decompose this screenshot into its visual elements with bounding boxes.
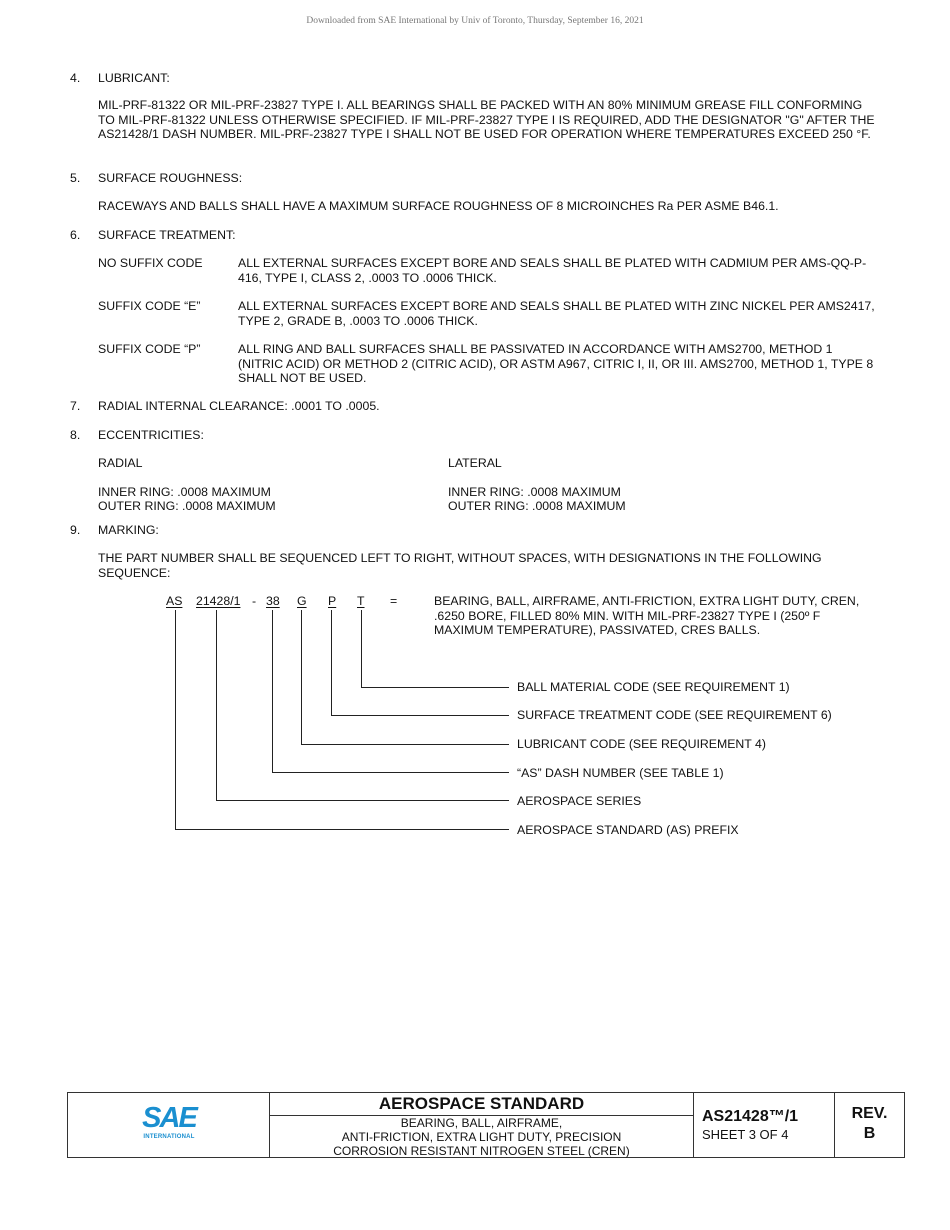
leader-lubricant xyxy=(302,610,510,745)
leader-ball-material xyxy=(362,610,510,688)
section-4-number: 4. xyxy=(70,71,81,85)
sheet-number: SHEET 3 OF 4 xyxy=(702,1127,789,1142)
revision-cell xyxy=(835,1093,904,1157)
subtitle-line-1: BEARING, BALL, AIRFRAME, xyxy=(400,1116,563,1130)
label-series: AEROSPACE SERIES xyxy=(517,794,642,808)
section-9-title: MARKING: xyxy=(98,523,159,537)
pn-dash-token: - xyxy=(252,594,257,608)
lateral-outer: OUTER RING: .0008 MAXIMUM xyxy=(448,499,626,513)
download-note: Downloaded from SAE International by Univ of Toronto, Thursday, September 16, 2021 xyxy=(306,16,644,26)
radial-outer: OUTER RING: .0008 MAXIMUM xyxy=(98,499,276,513)
section-8-title: ECCENTRICITIES: xyxy=(98,428,204,442)
surface-code-p: SUFFIX CODE “P” xyxy=(98,342,201,356)
sae-logo-text: SAE xyxy=(142,1102,196,1134)
sae-logo-subtext: INTERNATIONAL xyxy=(143,1134,195,1140)
surface-code-e: SUFFIX CODE “E” xyxy=(98,299,201,313)
leader-dash-number xyxy=(273,610,510,773)
surface-code-none-text: ALL EXTERNAL SURFACES EXCEPT BORE AND SEALS SHALL BE PLATED WITH CADMIUM PER AMS-QQ-P-416, TYPE I, CLASS 2, .0003 TO .0006 THICK. xyxy=(238,256,867,285)
title-block xyxy=(67,1092,905,1158)
section-6-number: 6. xyxy=(70,228,81,242)
pn-ball-material-token: T xyxy=(357,594,365,608)
subtitle-line-2: ANTI-FRICTION, EXTRA LIGHT DUTY, PRECISION xyxy=(341,1130,622,1145)
label-ball-material: BALL MATERIAL CODE (SEE REQUIREMENT 1) xyxy=(517,680,790,694)
pn-series-token: 21428/1 xyxy=(196,594,241,608)
radial-heading: RADIAL xyxy=(98,456,143,470)
sae-logo xyxy=(138,1103,200,1141)
label-prefix: AEROSPACE STANDARD (AS) PREFIX xyxy=(517,823,739,837)
leader-series xyxy=(217,610,510,801)
section-4-title: LUBRICANT: xyxy=(98,71,170,85)
leader-surface-treatment xyxy=(332,610,510,716)
subtitle-line-3: CORROSION RESISTANT NITROGEN STEEL (CREN) xyxy=(333,1144,630,1159)
document-number-cell xyxy=(694,1093,835,1157)
section-8-number: 8. xyxy=(70,428,81,442)
section-9-number: 9. xyxy=(70,523,81,537)
surface-code-none: NO SUFFIX CODE xyxy=(98,256,203,270)
section-9-body: THE PART NUMBER SHALL BE SEQUENCED LEFT TO RIGHT, WITHOUT SPACES, WITH DESIGNATIONS IN THE FOLLOWING SEQUENCE: xyxy=(98,551,822,580)
pn-equals: = xyxy=(390,594,398,608)
lateral-inner: INNER RING: .0008 MAXIMUM xyxy=(448,485,621,499)
lateral-heading: LATERAL xyxy=(448,456,502,470)
section-7-title: RADIAL INTERNAL CLEARANCE: .0001 TO .0005. xyxy=(98,399,380,413)
section-7-number: 7. xyxy=(70,399,81,413)
section-4-body: MIL-PRF-81322 OR MIL-PRF-23827 TYPE I. ALL BEARINGS SHALL BE PACKED WITH AN 80% MINIMUM GREASE FILL CONFORMING TO MIL-PRF-81322 UNLESS OTHERWISE SPECIFIED. IF MIL-PRF-23827 TYPE I IS REQUIRED, ADD THE DESIGNATOR "G" AFTER THE AS21428/1 DASH NUMBER. MIL-PRF-23827 TYPE I SHALL NOT BE USED FOR OPERATION WHERE TEMPERATURES EXCEED 250 °F. xyxy=(98,98,875,142)
section-5-title: SURFACE ROUGHNESS: xyxy=(98,171,243,185)
document-subtitle xyxy=(270,1116,693,1159)
section-6-title: SURFACE TREATMENT: xyxy=(98,228,236,242)
leader-prefix xyxy=(176,610,510,830)
label-lubricant: LUBRICANT CODE (SEE REQUIREMENT 4) xyxy=(517,737,766,751)
revision-label: REV. xyxy=(851,1105,888,1122)
label-dash-number: “AS” DASH NUMBER (SEE TABLE 1) xyxy=(517,766,724,780)
pn-prefix-token: AS xyxy=(166,594,183,608)
section-5-body: RACEWAYS AND BALLS SHALL HAVE A MAXIMUM SURFACE ROUGHNESS OF 8 MICROINCHES Ra PER ASME B46.1. xyxy=(98,199,779,213)
revision-value: B xyxy=(863,1125,876,1142)
label-surface-treatment: SURFACE TREATMENT CODE (SEE REQUIREMENT 6) xyxy=(517,708,832,722)
sae-logo-cell xyxy=(68,1093,270,1157)
document-number: AS21428™/1 xyxy=(702,1108,799,1125)
pn-lubricant-token: G xyxy=(297,594,307,608)
radial-inner: INNER RING: .0008 MAXIMUM xyxy=(98,485,271,499)
section-5-number: 5. xyxy=(70,171,81,185)
standard-heading: AEROSPACE STANDARD xyxy=(270,1093,693,1116)
title-cell xyxy=(270,1093,694,1157)
pn-description: BEARING, BALL, AIRFRAME, ANTI-FRICTION, EXTRA LIGHT DUTY, CREN, .6250 BORE, FILLED 80% MIN. WITH MIL-PRF-23827 TYPE I (250º F MAXIMUM TEMPERATURE), PASSIVATED, CRES BALLS. xyxy=(434,594,860,638)
surface-code-p-text: ALL RING AND BALL SURFACES SHALL BE PASSIVATED IN ACCORDANCE WITH AMS2700, METHOD 1 (NITRIC ACID) OR METHOD 2 (CITRIC ACID), OR ASTM A967, CITRIC I, II, OR III. AMS2700, METHOD 1, TYPE 8 SHALL NOT BE USED. xyxy=(238,342,874,386)
pn-surface-token: P xyxy=(328,594,337,608)
surface-code-e-text: ALL EXTERNAL SURFACES EXCEPT BORE AND SEALS SHALL BE PLATED WITH ZINC NICKEL PER AMS2417, TYPE 2, GRADE B, .0003 TO .0006 THICK. xyxy=(238,299,875,328)
pn-dash-number-token: 38 xyxy=(266,594,280,608)
